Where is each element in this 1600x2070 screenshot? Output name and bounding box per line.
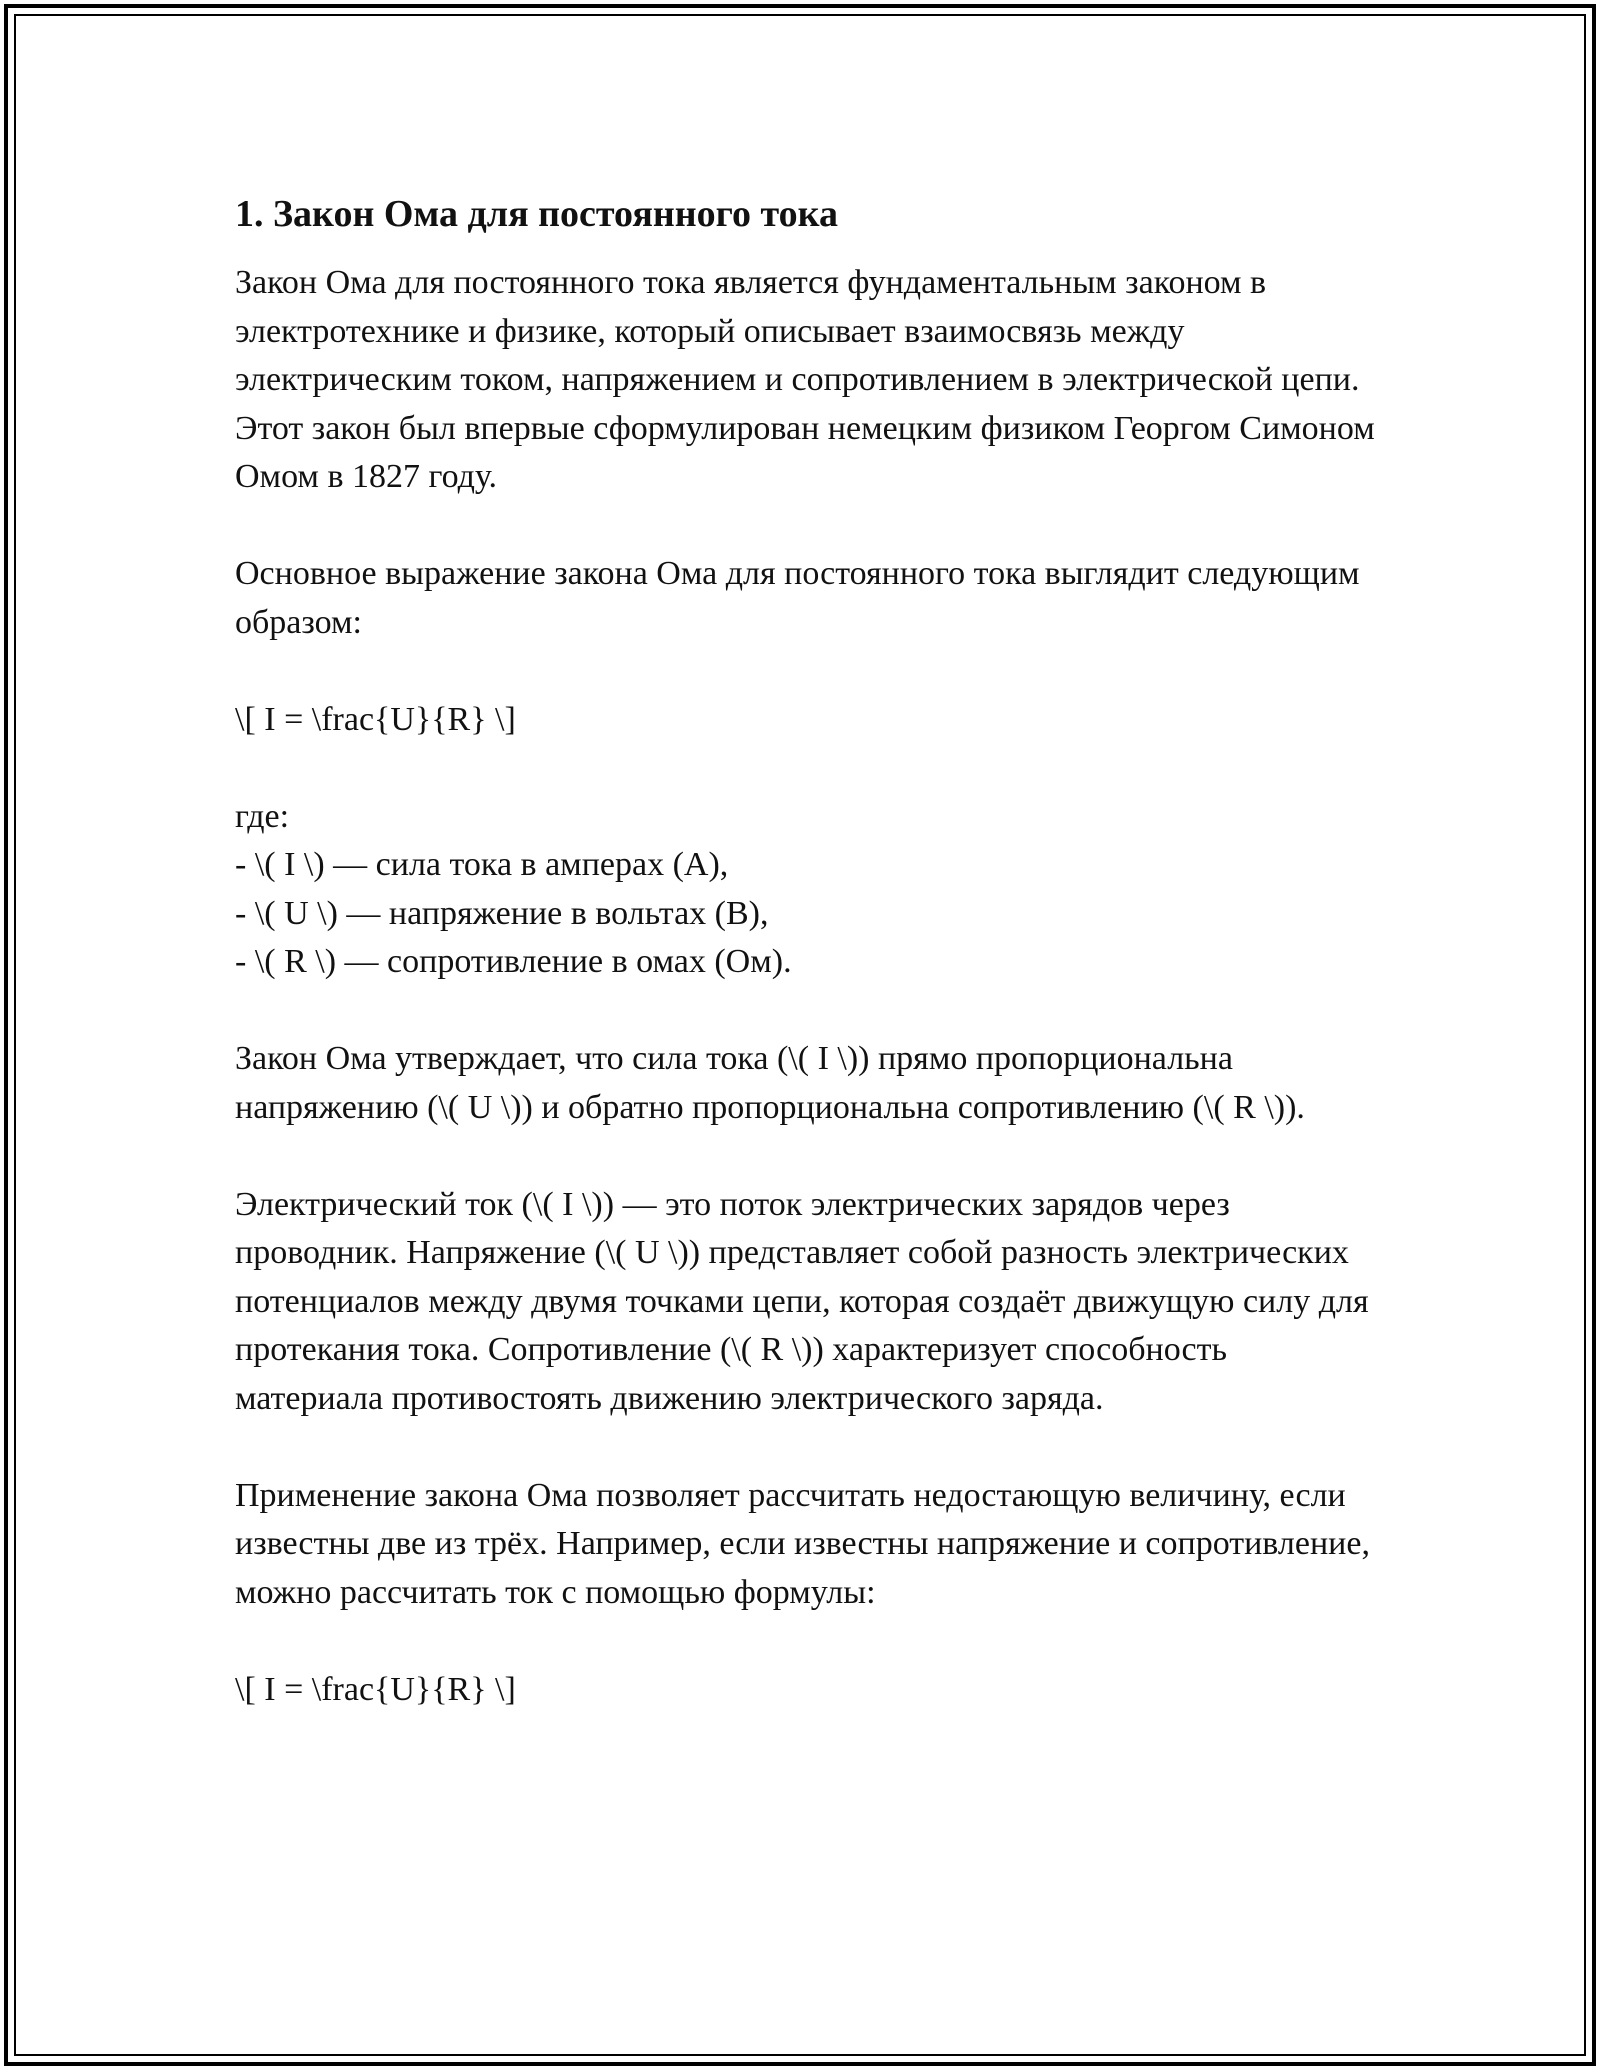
- document-content: [235, 185, 1375, 1714]
- section-body: Закон Ома для постоянного тока является фундаментальным законом в электротехнике и физике, который описывает взаимосвязь между электрическим током, напряжением и сопротивлением в электрической цепи. Этот закон был впервые сформулирован немецким физиком Георгом Симоном Омом в 1827 году. Основное выражение закона Ома для постоянного тока выглядит следующим образом: \[ I = \frac{U}{R} \] где: - \( I \) — сила тока в амперах (А), - \( U \) — напряжение в вольтах (В), - \( R \) — сопротивление в омах (Ом). Закон Ома утверждает, что сила тока (\( I \)) прямо пропорциональна напряжению (\( U \)) и обратно пропорциональна сопротивлению (\( R \)). Электрический ток (\( I \)) — это поток электрических зарядов через проводник. Напряжение (\( U \)) представляет собой разность электрических потенциалов между двумя точками цепи, которая создаёт движущую силу для протекания тока. Сопротивление (\( R \)) характеризует способность материала противостоять движению электрического заряда. Применение закона Ома позволяет рассчитать недостающую величину, если известны две из трёх. Например, если известны напряжение и сопротивление, можно рассчитать ток с помощью формулы: \[ I = \frac{U}{R} \]: [235, 264, 1375, 1708]
- section-heading: 1. Закон Ома для постоянного тока: [235, 193, 838, 235]
